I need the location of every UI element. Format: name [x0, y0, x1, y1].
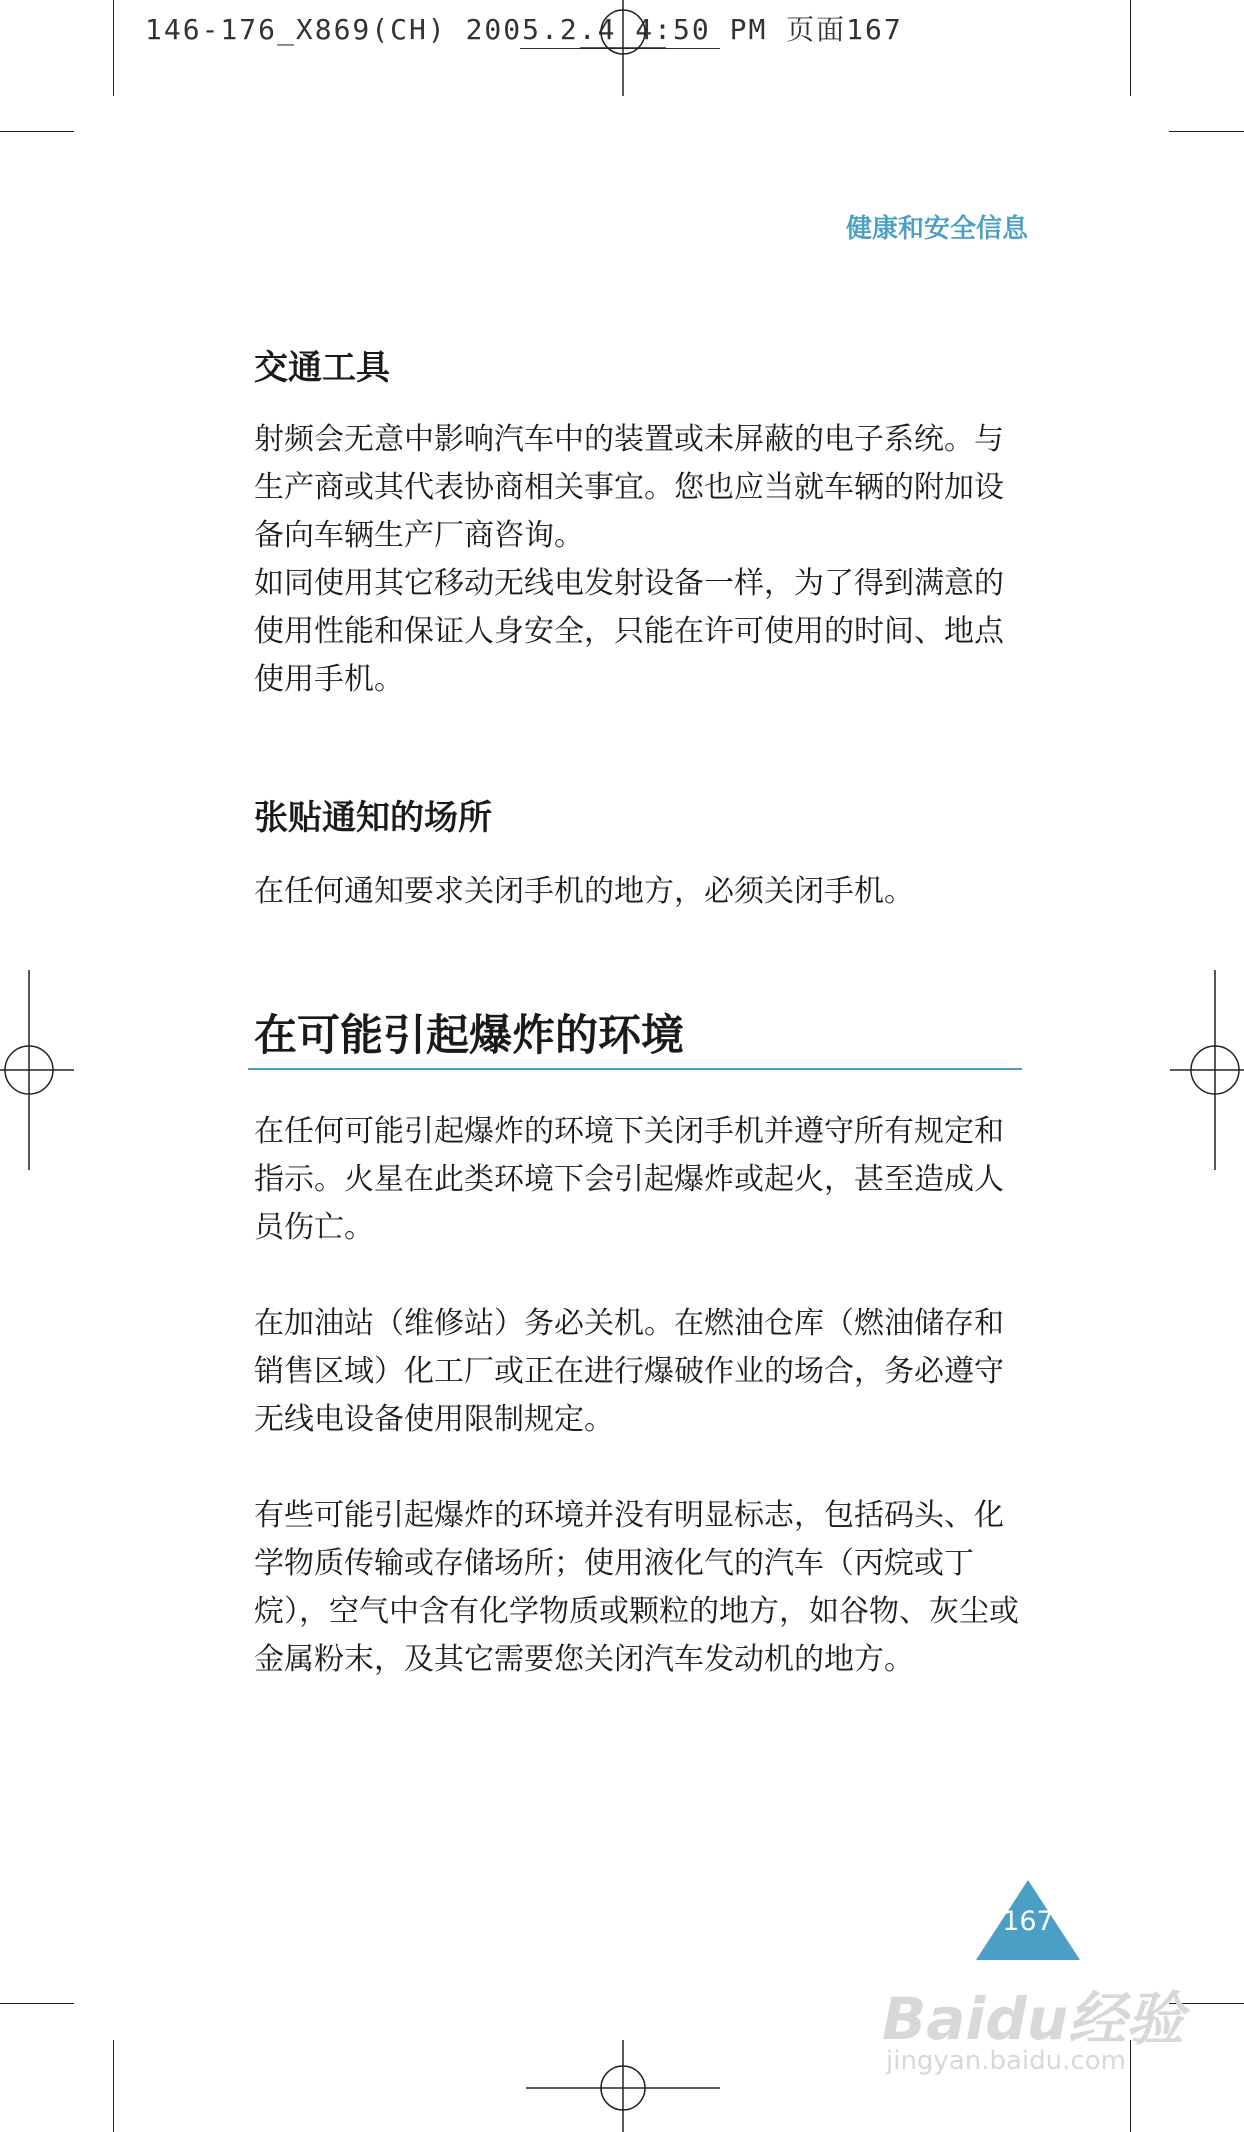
- crop-mark-bottom-left-h: [0, 2003, 74, 2004]
- paragraph: 在任何可能引起爆炸的环境下关闭手机并遵守所有规定和指示。火星在此类环境下会引起爆炸或起火，甚至造成人员伤亡。: [254, 1114, 1004, 1245]
- main-section-body: [254, 1108, 1024, 1684]
- paragraph: 在任何通知要求关闭手机的地方，必须关闭手机。: [254, 874, 914, 909]
- registration-mark-right: [1164, 970, 1244, 1170]
- section-posted-notices: [254, 790, 1024, 839]
- crop-mark-top-right-h: [1169, 131, 1244, 132]
- crop-mark-top-right-v: [1130, 0, 1131, 96]
- paragraph: 在加油站（维修站）务必关机。在燃油仓库（燃油储存和销售区域）化工厂或正在进行爆破作业的场合，务必遵守无线电设备使用限制规定。: [254, 1306, 1004, 1437]
- slug-datetime: 2005.2.4 4:50 PM: [465, 13, 768, 46]
- section-vehicles: [254, 340, 1024, 389]
- crop-mark-top-left-h: [0, 131, 74, 132]
- main-section-heading: 在可能引起爆炸的环境: [254, 1011, 684, 1061]
- watermark-url: jingyan.baidu.com: [886, 2046, 1126, 2076]
- section-posted-notices-body: [254, 868, 1024, 916]
- section-vehicles-body: [254, 416, 1024, 704]
- paragraph: 有些可能引起爆炸的环境并没有明显标志，包括码头、化学物质传输或存储场所；使用液化气的汽车（丙烷或丁烷），空气中含有化学物质或颗粒的地方，如谷物、灰尘或金属粉末，及其它需要您关闭汽车发动机的地方。: [254, 1498, 1019, 1677]
- page-number: 167: [1002, 1906, 1054, 1937]
- paragraph: 射频会无意中影响汽车中的装置或未屏蔽的电子系统。与生产商或其代表协商相关事宜。您也应当就车辆的附加设备向车辆生产厂商咨询。: [254, 422, 1004, 553]
- registration-mark-top: [580, 0, 666, 96]
- watermark-brand: Baidu经验: [882, 1985, 1185, 2053]
- section-heading: 交通工具: [254, 348, 390, 388]
- print-slug: [145, 8, 903, 48]
- crop-mark-top-left-v: [113, 0, 114, 96]
- slug-file: 146-176_X869(CH): [145, 13, 447, 46]
- crop-mark-bottom-left-v: [113, 2040, 114, 2132]
- heading-rule: [248, 1068, 1022, 1070]
- running-header: 健康和安全信息: [845, 214, 1028, 244]
- section-heading: 张贴通知的场所: [254, 798, 492, 838]
- registration-mark-left: [0, 970, 80, 1170]
- paragraph: 如同使用其它移动无线电发射设备一样，为了得到满意的使用性能和保证人身安全，只能在许可使用的时间、地点使用手机。: [254, 566, 1004, 697]
- registration-mark-bottom: [526, 2040, 720, 2132]
- slug-page-label: 页面167: [786, 13, 903, 46]
